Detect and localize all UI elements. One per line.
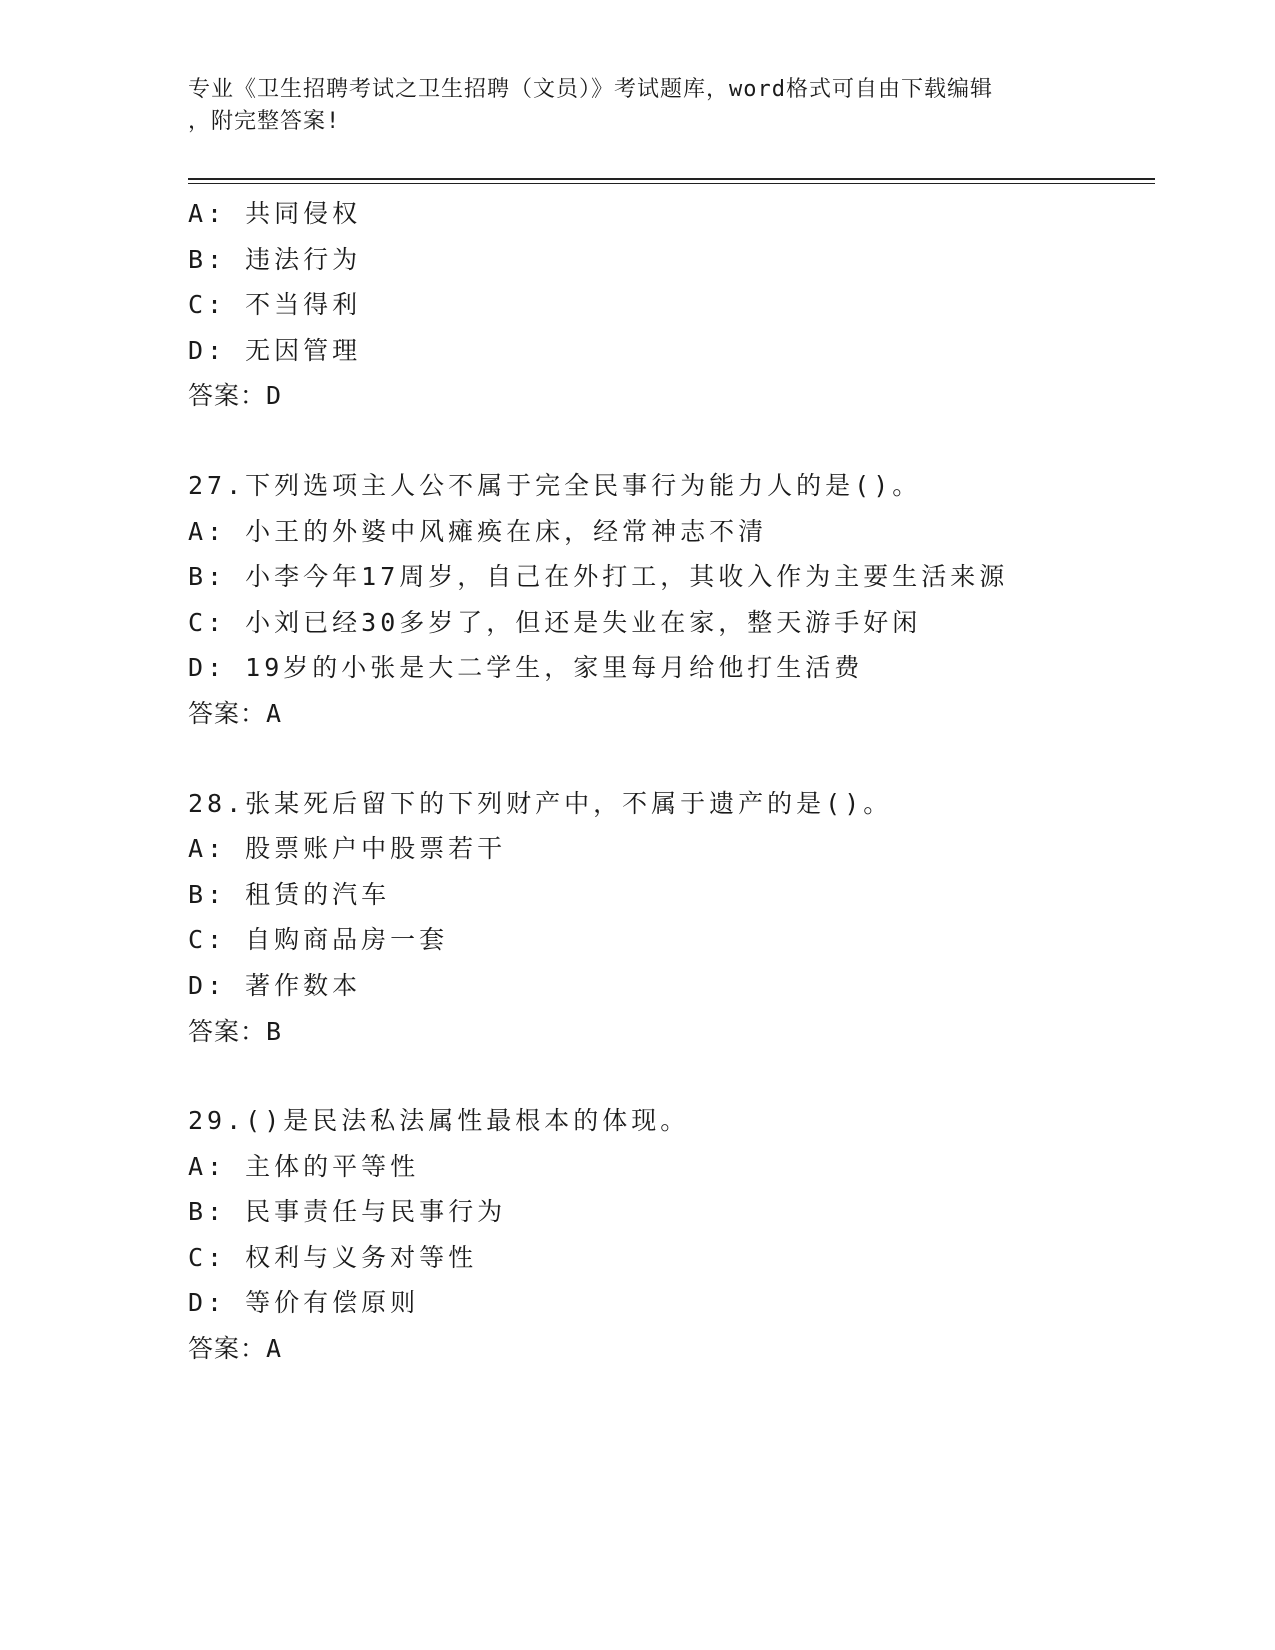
question-26-continued	[188, 191, 1148, 419]
option-a: A: 股票账户中股票若干	[188, 834, 507, 864]
question-29	[188, 1098, 1148, 1372]
option-d: D: 著作数本	[188, 970, 362, 1000]
option-d: D: 无因管理	[188, 335, 362, 365]
option-b: B: 小李今年17周岁，自己在外打工，其收入作为主要生活来源	[188, 562, 1009, 592]
header-rule-thick	[188, 178, 1155, 180]
header-line-2: ，附完整答案!	[188, 109, 341, 134]
option-b: B: 租赁的汽车	[188, 879, 391, 909]
option-a: A: 共同侵权	[188, 199, 362, 228]
header-line-1: 专业《卫生招聘考试之卫生招聘（文员）》考试题库，word格式可自由下载编辑	[188, 77, 993, 102]
option-c: C: 小刘已经30多岁了，但还是失业在家，整天游手好闲	[188, 607, 922, 637]
answer: 答案：D	[188, 381, 283, 411]
question-stem: 27.下列选项主人公不属于完全民事行为能力人的是()。	[188, 470, 922, 500]
option-c: C: 不当得利	[188, 290, 362, 320]
option-c: C: 自购商品房一套	[188, 925, 449, 955]
option-b: B: 民事责任与民事行为	[188, 1197, 507, 1227]
answer: 答案：A	[188, 1334, 283, 1364]
option-d: D: 19岁的小张是大二学生，家里每月给他打生活费	[188, 653, 864, 683]
option-a: A: 主体的平等性	[188, 1151, 420, 1181]
question-27	[188, 463, 1148, 737]
question-stem: 28.张某死后留下的下列财产中，不属于遗产的是()。	[188, 788, 893, 818]
answer: 答案：A	[188, 698, 283, 728]
header-rule-thin	[188, 183, 1155, 184]
answer: 答案：B	[188, 1016, 283, 1046]
question-list	[188, 191, 1148, 1372]
option-d: D: 等价有偿原则	[188, 1288, 420, 1318]
option-b: B: 违法行为	[188, 244, 362, 274]
document-header	[188, 74, 1088, 138]
question-28	[188, 781, 1148, 1055]
option-c: C: 权利与义务对等性	[188, 1242, 478, 1272]
option-a: A: 小王的外婆中风瘫痪在床，经常神志不清	[188, 516, 768, 546]
question-stem: 29.()是民法私法属性最根本的体现。	[188, 1106, 690, 1136]
